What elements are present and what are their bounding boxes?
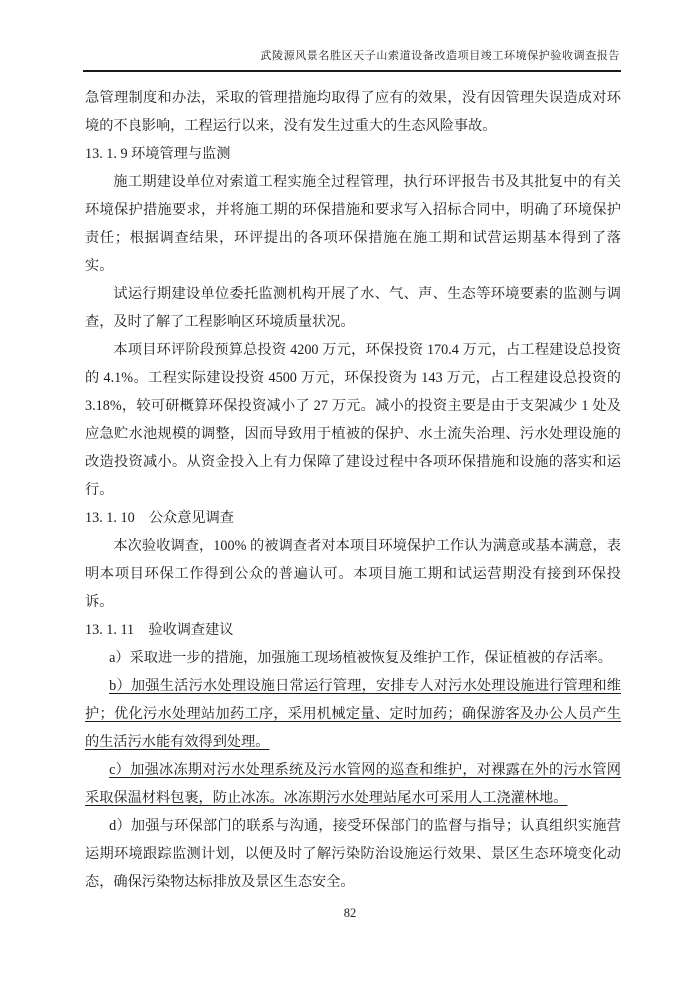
paragraph-construction-management: 施工期建设单位对索道工程实施全过程管理，执行环评报告书及其批复中的有关环境保护措施要求，并将施工期的环保措施和要求写入招标合同中，明确了环境保护责任；根据调查结果，环评提出的各项环保措施在施工期和试营运期基本得到了落实。: [85, 174, 621, 274]
page-footer: [0, 906, 700, 921]
paragraph-trial-monitoring: 试运行期建设单位委托监测机构开展了水、气、声、生态等环境要素的监测与调查，及时了解了工程影响区环境质量状况。: [85, 286, 621, 330]
paragraph-risk-management: 急管理制度和办法，采取的管理措施均取得了应有的效果，没有因管理失误造成对环境的不良影响，工程运行以来，没有发生过重大的生态风险事故。: [85, 90, 621, 134]
recommendation-item-b: b）加强生活污水处理设施日常运行管理，安排专人对污水处理设施进行管理和维护；优化污水处理站加药工序，采用机械定量、定时加药；确保游客及办公人员产生的生活污水能有效得到处理。: [85, 678, 621, 750]
page-number: 82: [343, 906, 357, 920]
recommendation-item-c: c）加强冰冻期对污水处理系统及污水管网的巡查和维护，对裸露在外的污水管网采取保温材料包裹，防止冰冻。冰冻期污水处理站尾水可采用人工浇灌林地。: [85, 762, 621, 806]
paragraph-investment: 本项目环评阶段预算总投资 4200 万元，环保投资 170.4 万元，占工程建设总投资的 4.1%。工程实际建设投资 4500 万元，环保投资为 143 万元，占工程建设总投资的 3.18%，较可研概算环保投资减小了 27 万元。减小的投资主要是由于支架减少 1 处及应急贮水池规模的调整，因而导致用于植被的保护、水土流失治理、污水处理设施的改造投资减小。从资金投入上有力保障了建设过程中各项环保措施和设施的落实和运行。: [85, 342, 621, 498]
running-header-title: 武陵源风景名胜区天子山索道设备改造项目竣工环境保护验收调查报告: [260, 50, 620, 62]
section-heading-13-1-9: 13. 1. 9 环境管理与监测: [85, 146, 231, 162]
paragraph-public-opinion: 本次验收调查，100% 的被调查者对本项目环境保护工作认为满意或基本满意，表明本项目环保工作得到公众的普遍认可。本项目施工期和试运营期没有接到环保投诉。: [85, 538, 621, 610]
section-heading-13-1-10: 13. 1. 10 公众意见调查: [85, 510, 234, 526]
header-rule: [83, 70, 621, 72]
recommendation-item-d: d）加强与环保部门的联系与沟通，接受环保部门的监督与指导；认真组织实施营运期环境跟踪监测计划，以便及时了解污染防治设施运行效果、景区生态环境变化动态，确保污染物达标排放及景区生态安全。: [85, 818, 621, 890]
recommendation-item-a: a）采取进一步的措施，加强施工现场植被恢复及维护工作，保证植被的存活率。: [109, 650, 612, 666]
document-content: [85, 84, 621, 896]
section-heading-13-1-11: 13. 1. 11 验收调查建议: [85, 622, 234, 638]
